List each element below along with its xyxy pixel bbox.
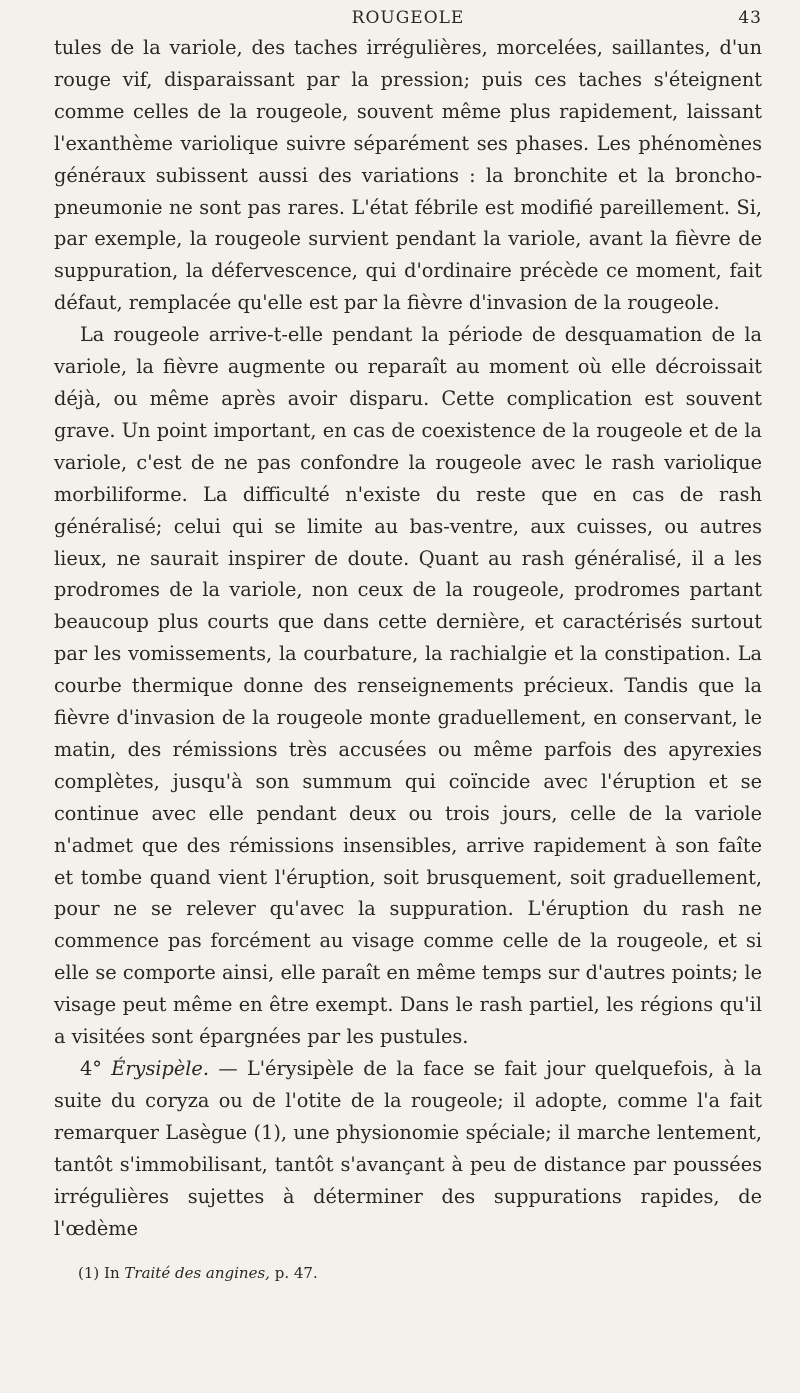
footnote [54, 1264, 762, 1282]
running-head [54, 6, 762, 32]
paragraph-2: La rougeole arrive-t-elle pendant la période de desquamation de la variole, la fièvre augmente ou reparaît au moment où elle décroissait déjà, ou même après avoir disparu. Cette complication est souvent grave. Un point important, en cas de coexistence de la rougeole et de la variole, c'est de ne pas confondre la rougeole avec le rash variolique morbiliforme. La difficulté n'existe du reste que en cas de rash généralisé; celui qui se limite au bas-ventre, aux cuisses, ou autres lieux, ne saurait inspirer de doute. Quant au rash généralisé, il a les prodromes de la variole, non ceux de la rougeole, prodromes partant beaucoup plus courts que dans cette dernière, et caractérisés surtout par les vomissements, la courbature, la rachialgie et la constipation. La courbe thermique donne des renseignements précieux. Tandis que la fièvre d'invasion de la rougeole monte graduellement, en conservant, le matin, des rémissions très accusées ou même parfois des apyrexies complètes, jusqu'à son summum qui coïncide avec l'éruption et se continue avec elle pendant deux ou trois jours, celle de la variole n'admet que des rémissions insensibles, arrive rapidement à son faîte et tombe quand vient l'éruption, soit brusquement, soit graduellement, pour ne se relever qu'avec la suppuration. L'éruption du rash ne commence pas forcément au visage comme celle de la rougeole, et si elle se comporte ainsi, elle paraît en même temps sur d'autres points; le visage peut même en être exempt. Dans le rash partiel, les régions qu'il a visitées sont épargnées par les pustules. [54, 323, 762, 1049]
section-number: 4° [80, 1057, 102, 1080]
section-erysipele [54, 1053, 762, 1244]
section-text: — L'érysipèle de la face se fait jour quelquefois, à la suite du coryza ou de l'otite de la rougeole; il adopte, comme l'a fait remarquer Lasègue (1), une physionomie spéciale; il marche lentement, tantôt s'immobilisant, tantôt s'avançant à peu de distance par poussées irrégulières sujettes à déterminer des suppurations rapides, de l'œdème [54, 1057, 762, 1240]
page-number: 43 [738, 8, 762, 28]
footnote-marker: (1) In [78, 1264, 120, 1283]
footnote-page: p. 47. [274, 1264, 318, 1283]
running-title: ROUGEOLE [351, 8, 465, 28]
paragraph-1: tules de la variole, des taches irrégulières, morcelées, saillantes, d'un rouge vif, disparaissant par la pression; puis ces taches s'éteignent comme celles de la rougeole, souvent même plus rapidement, laissant l'exanthème variolique suivre séparément ses phases. Les phénomènes généraux subissent aussi des variations : la bronchite et la broncho-pneumonie ne sont pas rares. L'état fébrile est modifié pareillement. Si, par exemple, la rougeole survient pendant la variole, avant la fièvre de suppuration, la défervescence, qui d'ordinaire précède ce moment, fait défaut, remplacée qu'elle est par la fièvre d'invasion de la rougeole. [54, 36, 762, 315]
section-title: Érysipèle. [111, 1057, 209, 1080]
body-text [54, 32, 762, 1244]
footnote-title: Traité des angines, [124, 1264, 270, 1283]
